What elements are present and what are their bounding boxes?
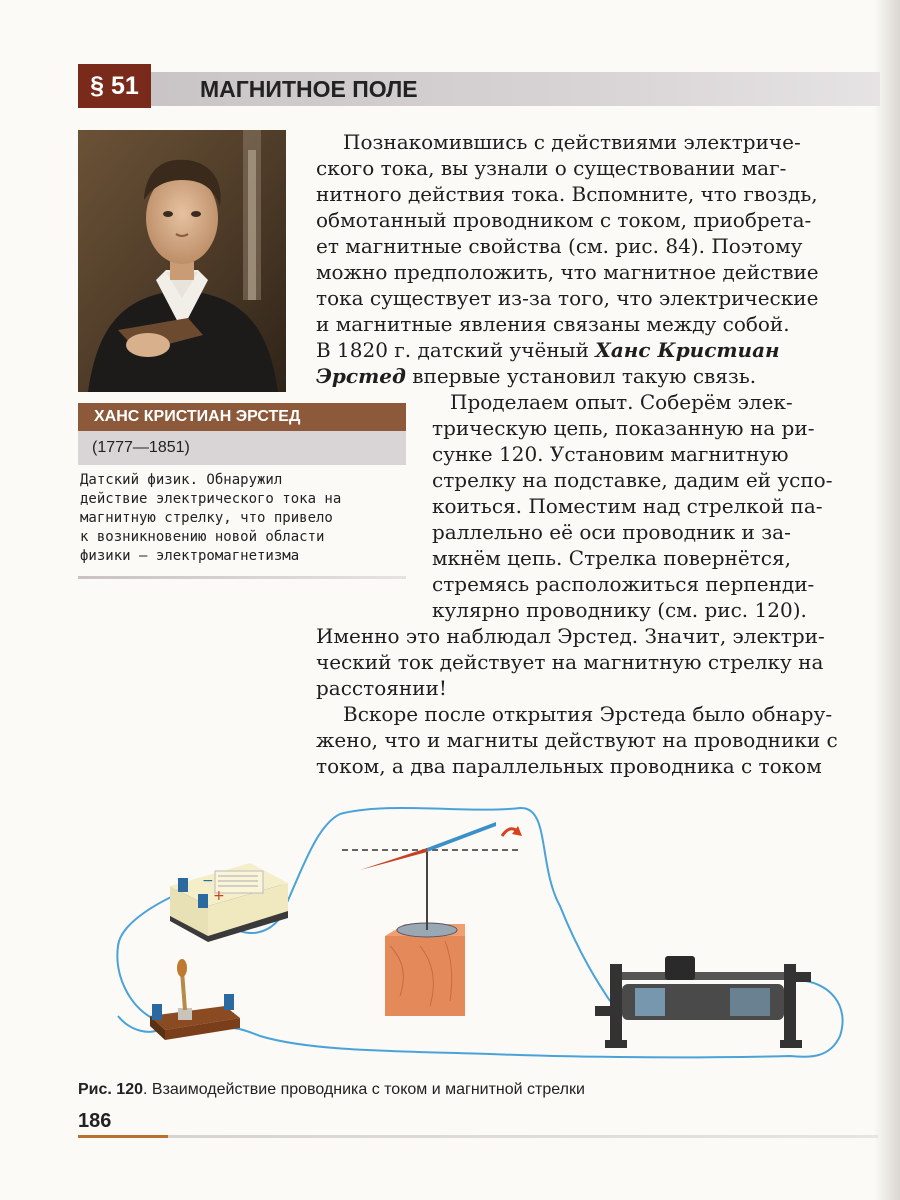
text-line: мкнём цепь. Стрелка повернётся, <box>432 546 791 570</box>
text-line: током, а два параллельных проводника с током <box>316 754 822 778</box>
text-line: раллельно её оси проводник и за- <box>432 520 791 544</box>
figure-caption-text: . Взаимодействие проводника с током и магнитной стрелки <box>143 1081 585 1098</box>
text-line: трическую цепь, показанную на ри- <box>432 416 815 440</box>
text-line <box>316 364 756 388</box>
page-footer-rule <box>78 1135 878 1138</box>
needle-north <box>360 848 427 870</box>
text-line: Вскоре после открытия Эрстеда было обнару- <box>343 702 833 726</box>
text-line: ческий ток действует на магнитную стрелку на <box>316 650 824 674</box>
text-line: обмотанный проводником с током, приобрета- <box>316 208 812 232</box>
text-line: кулярно проводнику (см. рис. 120). <box>432 598 807 622</box>
battery <box>170 863 288 942</box>
biography-line: магнитную стрелку, что привело <box>80 510 333 526</box>
biography-line: Датский физик. Обнаружил <box>80 472 283 488</box>
figure-label: Рис. 120 <box>78 1081 143 1098</box>
text-line: Проделаем опыт. Соберём элек- <box>450 390 793 414</box>
rheostat <box>595 956 811 1048</box>
text-line <box>316 338 780 362</box>
figure-caption <box>78 1081 585 1099</box>
battery-minus: − <box>202 873 214 889</box>
text-line: можно предположить, что магнитное действие <box>316 260 819 284</box>
text-fragment: В 1820 г. датский учёный <box>316 338 596 362</box>
text-line: Познакомившись с действиями электриче- <box>343 130 801 154</box>
page-title: МАГНИТНОЕ ПОЛЕ <box>200 76 418 102</box>
needle-south <box>427 822 496 852</box>
biography-name: ХАНС КРИСТИАН ЭРСТЕД <box>94 408 301 425</box>
text-fragment: впервые установил такую связь. <box>405 364 757 388</box>
text-line: нитного действия тока. Вспомните, что гвоздь, <box>316 182 818 206</box>
biography-description <box>80 471 408 566</box>
magnetic-needle-stand <box>360 822 522 1016</box>
text-line: тока существует из-за того, что электрические <box>316 286 819 310</box>
text-line: ет магнитные свойства (см. рис. 84). Поэтому <box>316 234 803 258</box>
text-line: Именно это наблюдал Эрстед. Значит, электри- <box>316 624 825 648</box>
text-line: и магнитные явления связаны между собой. <box>316 312 790 336</box>
scientist-name-emphasis: Ханс Кристиан <box>595 338 780 362</box>
text-line: стремясь расположиться перпенди- <box>432 572 815 596</box>
biography-divider <box>78 576 406 579</box>
text-line: сунке 120. Установим магнитную <box>432 442 789 466</box>
text-line: расстоянии! <box>316 676 447 700</box>
rotation-arrow-icon <box>512 826 522 836</box>
text-line: коиться. Поместим над стрелкой па- <box>432 494 823 518</box>
page-number: 186 <box>78 1110 112 1132</box>
biography-line: действие электрического тока на <box>80 491 342 507</box>
biography-years: (1777—1851) <box>92 439 190 456</box>
text-line: стрелку на подставке, дадим ей успо- <box>432 468 833 492</box>
knife-switch <box>150 959 240 1040</box>
text-line: ского тока, вы узнали о существовании маг- <box>316 156 787 180</box>
battery-plus: + <box>213 888 225 904</box>
oersted-portrait <box>78 130 286 392</box>
circuit-figure <box>90 796 890 1086</box>
text-line: жено, что и магниты действуют на проводники с <box>316 728 838 752</box>
scientist-surname-emphasis: Эрстед <box>316 364 406 388</box>
biography-line: к возникновению новой области <box>80 529 325 545</box>
biography-line: физики — электромагнетизма <box>80 548 300 564</box>
section-number: § 51 <box>78 64 151 108</box>
